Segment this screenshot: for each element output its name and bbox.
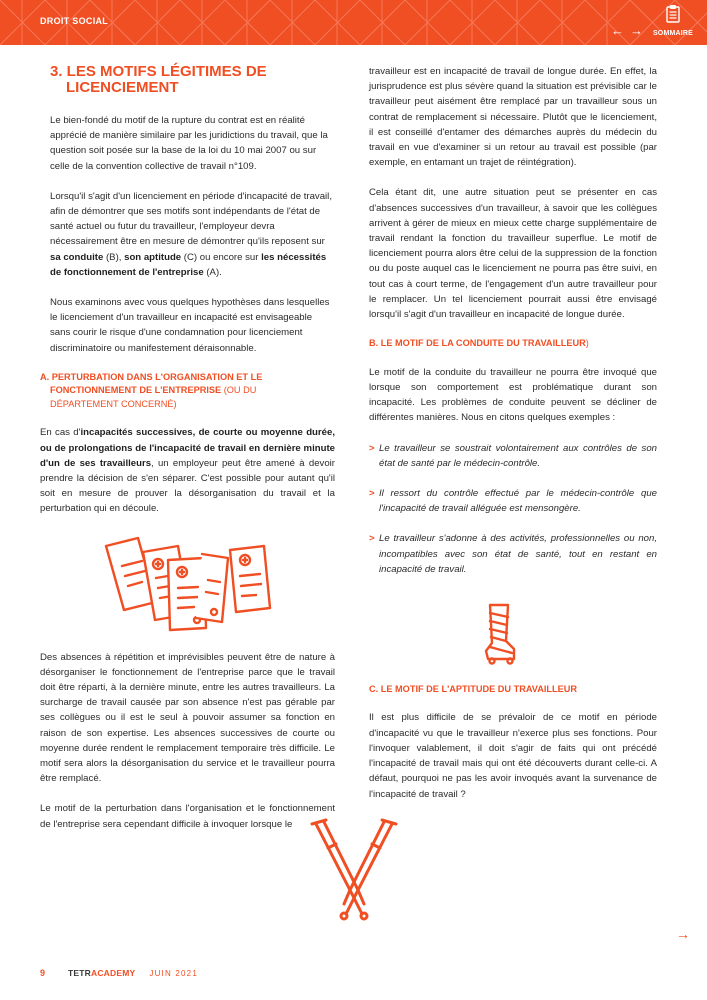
section-label: DROIT SOCIAL [40, 16, 109, 26]
page-header [0, 0, 707, 45]
leg-cast-icon [480, 603, 520, 665]
next-page-arrow-icon[interactable]: → [676, 926, 690, 942]
section-title-line1: 3. LES MOTIFS LÉGITIMES DE [50, 63, 267, 80]
emphasis-conduite: sa conduite [50, 251, 104, 263]
page-navigation [611, 25, 643, 37]
previous-page-icon[interactable]: ← [611, 23, 624, 38]
tetracademy-logo: TETRACADEMY [68, 968, 136, 978]
intro-paragraph-1: Le bien-fondé du motif de la rupture du contrat est en réalité apprécié de manière similaire par les juridictions du travail, que la question soit posée sur la base de la loi du 10 mai 2007 ou sur celle de la convention collective de travail n°109. [50, 115, 328, 172]
crutches-icon [304, 816, 404, 922]
clipboard-icon [666, 4, 680, 23]
paragraph-a-1: En cas d'incapacités successives, de courte ou moyenne durée, ou de prolongations de l'incapacité de travail en dernière minute d'un de ses travailleurs, un employeur peut être amené à devoir prendre la décision de s'en séparer. C'est possible pour autant qu'il soit en mesure de prouver la désorganisation du travail et la perturbation qui en découle. [40, 427, 335, 515]
section-title [50, 64, 335, 96]
bullet-icon: > [369, 533, 375, 545]
right-column [369, 64, 657, 817]
section-title-line2: LICENCIEMENT [66, 79, 179, 96]
bullet-icon: > [369, 442, 375, 454]
sommaire-label: SOMMAIRE [652, 30, 694, 37]
subheading-c: C. LE MOTIF DE L'APTITUDE DU TRAVAILLEUR [369, 683, 578, 694]
emphasis-aptitude: son aptitude [124, 251, 182, 263]
paragraph-r-2: Cela étant dit, une autre situation peut se présenter en cas d'absences successives d'un travailleur, à savoir que les collègues arrivent à gérer de mieux en mieux cette charge supplémentaire de travail rendant la fonction du travailleur superflue. Le motif de licenciement pourra alors être celui de la suppression de la fonction ou du poste auquel cas le licenciement ne pourra pas être suivi, en tout cas à court terme, de l'engagement d'un autre travailleur pour le remplacer. Un tel licenciement pourrait aussi être envisagé lorsqu'il s'agit d'un travailleur en incapacité de longue durée. [369, 187, 657, 321]
page-number: 9 [40, 968, 46, 978]
list-item: > Il ressort du contrôle effectué par le médecin-contrôle que l'incapacité de travail alléguée est mensongère. [369, 487, 657, 515]
intro-paragraph-2: Lorsqu'il s'agit d'un licenciement en période d'incapacité de travail, afin de démontrer que ses motifs sont indépendants de l'état de santé actuel ou futur du travailleur, l'employeur devra nécessairement être en mesure de démontrer qu'ils reposent sur sa conduite (B), son aptitude (C) ou encore sur les nécessités de fonctionnement de l'entreprise (A). [50, 190, 332, 278]
list-item: > Le travailleur s'adonne à des activités, professionnelles ou non, incompatibles avec son état de santé, tout en restant en incapacité de travail. [369, 533, 657, 575]
bullet-icon: > [369, 487, 375, 499]
left-column [40, 64, 335, 847]
paragraph-r-1: travailleur est en incapacité de travail de longue durée. En effet, la jurisprudence est plus sévère quand la situation est prévisible car le travailleur peut aisément être remplacé par un travailleur sous un contrat de remplacement si nécessaire. Plutôt que le licenciement, il est conseillé d'entamer des démarches auprès du médecin du travail en vue d'examiner si un retour au travail est possible (par exemple, en entamant un trajet de réintégration). [369, 66, 657, 169]
paragraph-b-1: Le motif de la conduite du travailleur ne pourra être invoqué que lorsque son comportement est problématique durant son incapacité. Les problèmes de conduite peuvent se décliner de différentes manières. Nous en citons quelques exemples : [369, 366, 657, 424]
intro-paragraph-3: Nous examinons avec vous quelques hypothèses dans lesquelles le licenciement d'un travailleur en incapacité est envisageable sans courir le risque d'une condamnation pour licenciement discriminatoire ou manifestement déraisonnable. [50, 297, 330, 354]
paragraph-a-3: Le motif de la perturbation dans l'organisation et le fonctionnement de l'entreprise sera cependant difficile à invoquer lorsque le [40, 803, 335, 830]
list-item: > Le travailleur se soustrait volontairement aux contrôles de son état de santé par le médecin-contrôle. [369, 442, 657, 469]
next-page-icon[interactable]: → [630, 23, 643, 38]
paragraph-c-1: Il est plus difficile de se prévaloir de ce motif en période d'incapacité vu que le travailleur n'exerce plus ses fonctions. Pour l'invoquer valablement, il doit s'agir de faits qui ont précédé l'incapacité de travail mais qui ont été découverts durant celle-ci. A défaut, pourquoi ne pas les avoir invoqués avant la survenance de l'incapacité de travail ? [369, 712, 657, 800]
conduct-examples-list [369, 441, 657, 577]
issue-date: JUIN 2021 [149, 968, 198, 978]
page-footer [40, 966, 198, 980]
paragraph-a-2: Des absences à répétition et imprévisibles peuvent être de nature à désorganiser le fonctionnement de l'entreprise parce que le travail doit être réparti, à la dernière minute, entre les autres travailleurs. La surcharge de travail causée par son absence n'est pas gérable par ses collègues ou il est le seul à pouvoir assumer sa fonction en raison de son expertise. Les absences successives de courte ou moyenne durée rendent le remplacement temporaire très difficile. Le motif sera alors la désorganisation du service et le travailleur pourra être remplacé. [40, 651, 335, 785]
subheading-b: B. LE MOTIF DE LA CONDUITE DU TRAVAILLEUR) [369, 338, 589, 349]
subheading-a: A. PERTURBATION DANS L'ORGANISATION ET LE FONCTIONNEMENT DE L'ENTREPRISE (OU DU DÉPARTEMENT CONCERNÉ) [40, 371, 263, 409]
medical-documents-icon [98, 532, 278, 632]
emphasis-necessites: les nécessités de fonctionnement de l'entreprise [50, 251, 327, 278]
sommaire-button[interactable] [647, 4, 699, 37]
